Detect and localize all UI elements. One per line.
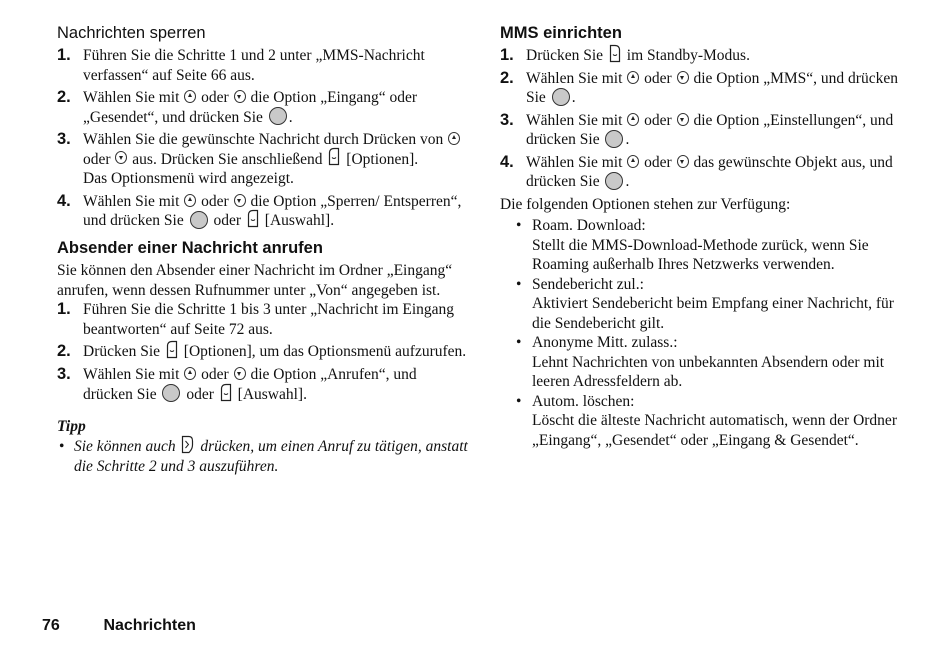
section-title-mms-einrichten: MMS einrichten [500, 24, 622, 42]
step-text: Wählen Sie mit [526, 111, 623, 129]
step-number: 3. [500, 110, 514, 129]
step-text: [Optionen]. [346, 150, 419, 168]
nav-up-icon [184, 367, 196, 380]
option-description: Löscht die älteste Nachricht automatisch, wenn der Ordner „Eingang“, „Gesendet“ oder „Eingang & Gesendet“. [532, 412, 897, 449]
nav-up-icon [184, 90, 196, 103]
section-title-nachrichten-sperren: Nachrichten sperren [57, 24, 206, 42]
step-item [500, 46, 905, 66]
step-text: Wählen Sie die gewünschte Nachricht durch Drücken von [83, 131, 444, 148]
step-item [57, 300, 469, 339]
center-key-icon [269, 107, 287, 125]
step-text: [Auswahl]. [237, 385, 307, 403]
step-item [500, 153, 905, 192]
option-item [500, 275, 905, 334]
step-number: 2. [57, 88, 71, 106]
option-name: Roam. Download: [532, 217, 646, 235]
step-text: [Optionen], um das Optionsmenü aufzurufen. [183, 343, 467, 361]
step-number: 4. [57, 191, 71, 210]
step-text: Wählen Sie mit [83, 366, 180, 384]
step-note: Das Optionsmenü wird angezeigt. [83, 170, 294, 188]
options-list [500, 216, 905, 450]
step-text: die Option „MMS“, und drücken Sie [526, 69, 898, 107]
step-text: . [625, 131, 630, 149]
step-item [57, 365, 469, 404]
nav-up-icon [627, 113, 639, 126]
step-item [57, 192, 469, 231]
right-soft-key-icon [328, 147, 340, 166]
step-number: 4. [500, 152, 514, 171]
steps-nachrichten-sperren [57, 46, 469, 231]
step-text: Drücken Sie [526, 47, 604, 64]
step-text: oder [201, 192, 229, 210]
nav-up-icon [448, 132, 460, 145]
step-text: oder [201, 366, 229, 384]
step-text: Wählen Sie mit [83, 89, 180, 106]
step-number: 1. [57, 300, 71, 319]
center-key-icon [552, 88, 570, 106]
page-number: 76 [42, 617, 60, 634]
right-soft-key-icon [166, 340, 178, 359]
center-key-icon [190, 211, 208, 229]
options-intro: Die folgenden Optionen stehen zur Verfügung: [500, 195, 791, 213]
chapter-title: Nachrichten [103, 617, 196, 634]
nav-up-icon [627, 71, 639, 84]
nav-up-icon [627, 155, 639, 168]
step-text: . [625, 173, 630, 191]
step-text: Führen Sie die Schritte 1 und 2 unter „MMS-Nachricht verfassen“ auf Seite 66 aus. [83, 47, 425, 84]
nav-down-icon [677, 113, 689, 126]
step-text: aus. Drücken Sie anschließend [132, 150, 323, 168]
send-key-icon [181, 435, 194, 454]
step-number: 1. [500, 46, 514, 64]
step-item [57, 88, 469, 127]
step-number: 2. [57, 342, 71, 361]
step-text: Führen Sie die Schritte 1 bis 3 unter „Nachricht im Eingang beantworten“ auf Seite 72 aus. [83, 301, 455, 338]
step-text: Wählen Sie mit [83, 192, 180, 210]
step-text: Wählen Sie mit [526, 153, 623, 171]
step-text: . [571, 89, 576, 107]
nav-down-icon [234, 90, 246, 103]
step-text: oder [213, 212, 242, 230]
left-column [57, 22, 469, 476]
step-text: oder [186, 385, 214, 403]
step-text: das gewünschte Objekt aus, und drücken Sie [526, 153, 893, 191]
nav-down-icon [234, 194, 246, 207]
step-number: 2. [500, 68, 514, 87]
center-key-icon [605, 172, 623, 190]
step-text: die Option „Anrufen“, und drücken Sie [83, 366, 417, 403]
nav-down-icon [115, 151, 127, 164]
option-name: Autom. löschen: [532, 392, 635, 410]
right-soft-key-icon [247, 209, 259, 228]
step-item [57, 46, 469, 85]
tip-text: Sie können auch [74, 437, 176, 455]
step-text: die Option „Eingang“ oder „Gesendet“, und drücken Sie [83, 89, 418, 126]
step-text: oder [644, 153, 672, 171]
step-number: 3. [57, 365, 71, 384]
steps-absender-anrufen [57, 300, 469, 404]
option-name: Anonyme Mitt. zulass.: [532, 334, 678, 352]
nav-up-icon [184, 194, 196, 207]
step-text: die Option „Sperren/ Entsperren“, und drücken Sie [83, 192, 462, 230]
step-item [57, 130, 469, 189]
section-intro: Sie können den Absender einer Nachricht im Ordner „Eingang“ anrufen, wenn dessen Rufnummer unter „Von“ angegeben ist. [57, 262, 453, 299]
step-text: die Option „Einstellungen“, und drücken Sie [526, 111, 894, 149]
option-item [500, 216, 905, 275]
step-item [500, 69, 905, 108]
tip-text: drücken, um einen Anruf zu tätigen, anstatt die Schritte 2 und 3 auszuführen. [74, 437, 468, 475]
option-name: Sendebericht zul.: [532, 275, 644, 293]
right-soft-key-icon [220, 383, 232, 402]
nav-down-icon [234, 367, 246, 380]
step-text: im Standby-Modus. [626, 47, 750, 64]
step-item [500, 111, 905, 150]
option-description: Aktiviert Sendebericht beim Empfang einer Nachricht, für die Sendebericht gilt. [532, 295, 894, 332]
section-title-absender-anrufen: Absender einer Nachricht anrufen [57, 239, 323, 258]
option-description: Lehnt Nachrichten von unbekannten Absendern oder mit leeren Adressfeldern ab. [532, 353, 885, 391]
step-item [57, 342, 469, 362]
tip-title: Tipp [57, 417, 86, 435]
nav-down-icon [677, 155, 689, 168]
option-item [500, 333, 905, 392]
step-number: 1. [57, 46, 71, 64]
option-item [500, 392, 905, 451]
tip-item [57, 437, 469, 476]
nav-down-icon [677, 71, 689, 84]
left-soft-key-icon [609, 44, 621, 63]
step-text: oder [644, 111, 672, 129]
step-text: oder [83, 150, 111, 168]
right-column [500, 22, 905, 450]
option-description: Stellt die MMS-Download-Methode zurück, wenn Sie Roaming außerhalb Ihres Netzwerks verwenden. [532, 236, 869, 274]
page-footer [42, 617, 196, 635]
step-text: Drücken Sie [83, 343, 161, 361]
step-text: oder [201, 89, 229, 106]
center-key-icon [605, 130, 623, 148]
step-text: [Auswahl]. [264, 212, 335, 230]
steps-mms-einrichten [500, 46, 905, 192]
center-key-icon [162, 384, 180, 402]
step-text: oder [644, 69, 672, 87]
step-text: . [288, 108, 293, 126]
step-text: Wählen Sie mit [526, 69, 623, 87]
step-number: 3. [57, 130, 71, 148]
